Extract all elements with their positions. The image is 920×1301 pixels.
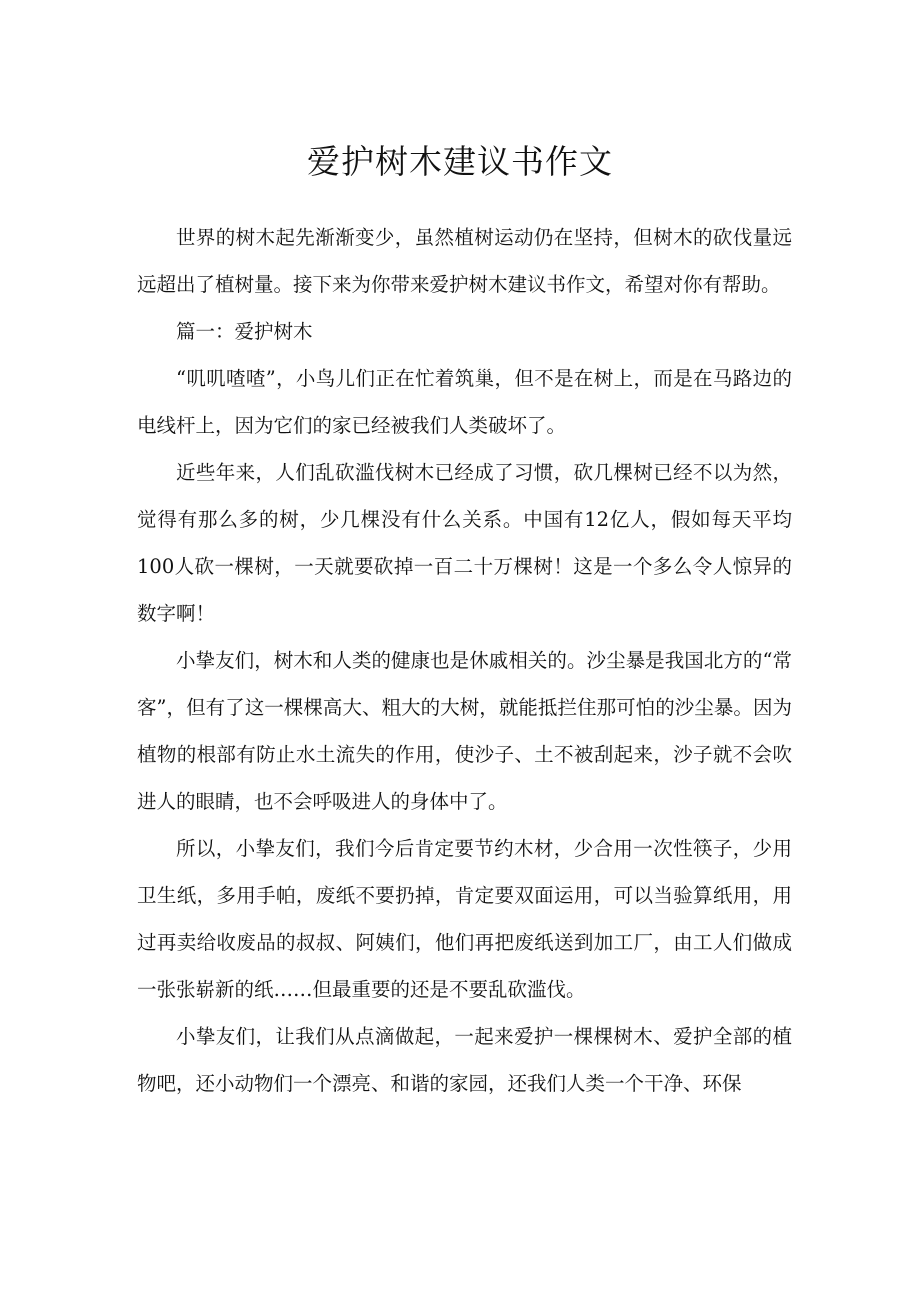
intro-paragraph: 世界的树木起先渐渐变少，虽然植树运动仍在坚持，但树木的砍伐量远远超出了植树量。接下来为你带来爱护树木建议书作文，希望对你有帮助。 <box>137 226 792 296</box>
document-title: 爱护树木建议书作文 <box>307 142 613 181</box>
body-paragraph-3: 小挚友们，树木和人类的健康也是休戚相关的。沙尘暴是我国北方的“常客”，但有了这一棵棵高大、粗大的大树，就能抵拦住那可怕的沙尘暴。因为植物的根部有防止水土流失的作用，使沙子、土不被刮起来，沙子就不会吹进人的眼睛，也不会呼吸进人的身体中了。 <box>137 649 792 813</box>
body-paragraph-1: “叽叽喳喳”，小鸟儿们正在忙着筑巢，但不是在树上，而是在马路边的电线杆上，因为它们的家已经被我们人类破坏了。 <box>137 367 792 437</box>
section-heading: 篇一：爱护树木 <box>176 320 313 343</box>
document-body <box>137 214 792 1107</box>
body-paragraph-5: 小挚友们，让我们从点滴做起，一起来爱护一棵棵树木、爱护全部的植物吧，还小动物们一个漂亮、和谐的家园，还我们人类一个干净、环保 <box>137 1025 792 1095</box>
body-paragraph-2: 近些年来，人们乱砍滥伐树木已经成了习惯，砍几棵树已经不以为然，觉得有那么多的树，少几棵没有什么关系。中国有12亿人，假如每天平均100人砍一棵树，一天就要砍掉一百二十万棵树！这是一个多么令人惊异的数字啊！ <box>137 461 792 625</box>
body-paragraph-4: 所以，小挚友们，我们今后肯定要节约木材，少合用一次性筷子，少用卫生纸，多用手帕，废纸不要扔掉，肯定要双面运用，可以当验算纸用，用过再卖给收废品的叔叔、阿姨们，他们再把废纸送到加工厂，由工人们做成一张张崭新的纸……但最重要的还是不要乱砍滥伐。 <box>137 837 792 1001</box>
